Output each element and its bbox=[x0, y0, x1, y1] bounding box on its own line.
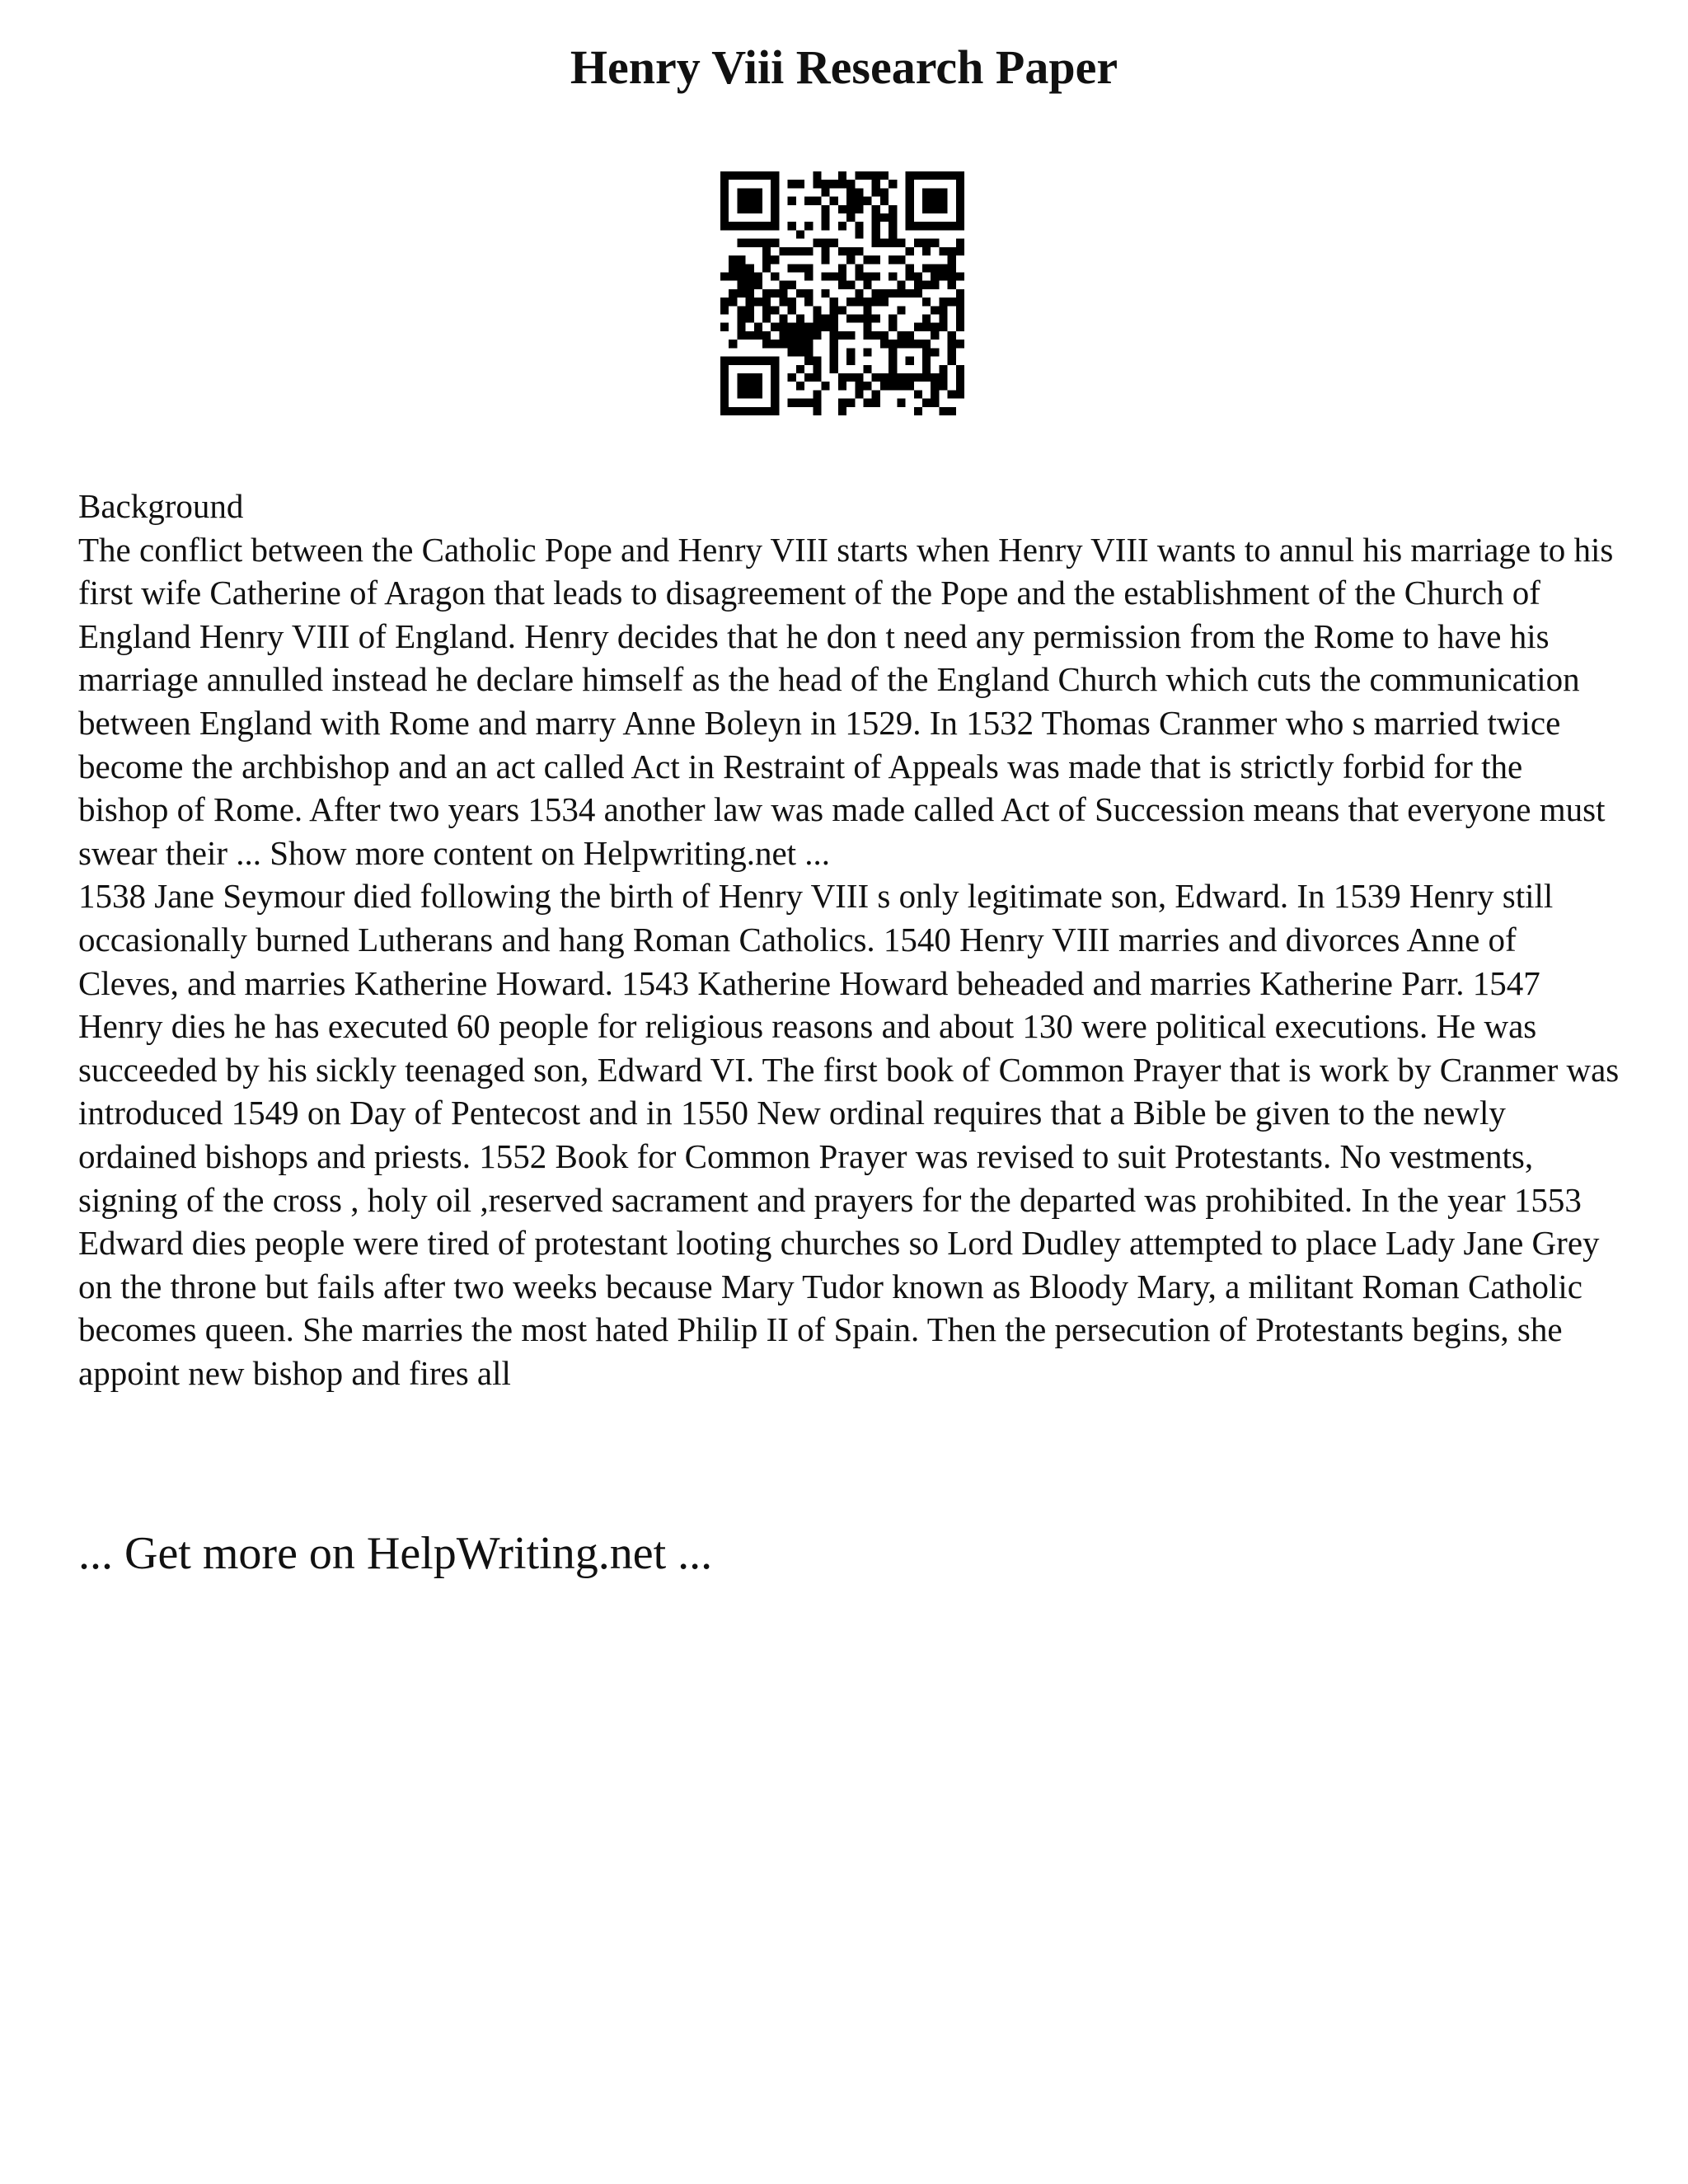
paragraph-2: 1538 Jane Seymour died following the birth of Henry VIII s only legitimate son, Edward. In 1539 Henry still occasionally burned Lutherans and hang Roman Catholics. 1540 Henry VIII marries and divorces Anne of Cleves, and marries Katherine Howard. 1543 Katherine Howard beheaded and marries Katherine Parr. 1547 Henry dies he has executed 60 people for religious reasons and about 130 were political executions. He was succeeded by his sickly teenaged son, Edward VI. The first book of Common Prayer that is work by Cranmer was introduced 1549 on Day of Pentecost and in 1550 New ordinal requires that a Bible be given to the newly ordained bishops and priests. 1552 Book for Common Prayer was revised to suit Protestants. No vestments, signing of the cross , holy oil ,reserved sacrament and prayers for the departed was prohibited. In the year 1553 Edward dies people were tired of protestant looting churches so Lord Dudley attempted to place Lady Jane Grey on the throne but fails after two weeks because Mary Tudor known as Bloody Mary, a militant Roman Catholic becomes queen. She marries the most hated Philip II of Spain. Then the persecution of Protestants begins, she appoint new bishop and fires all bbox=[78, 877, 1620, 1392]
section-heading: Background bbox=[78, 487, 244, 525]
qr-code-graphic bbox=[720, 171, 964, 415]
get-more-link[interactable]: ... Get more on HelpWriting.net ... bbox=[78, 1528, 713, 1579]
paragraph-1: The conflict between the Catholic Pope and Henry VIII starts when Henry VIII wants to annul his marriage to his first wife Catherine of Aragon that leads to disagreement of the Pope and the establishment of the Church of England Henry VIII of England. Henry decides that he don t need any permission from the Rome to have his marriage annulled instead he declare himself as the head of the England Church which cuts the communication between England with Rome and marry Anne Boleyn in 1529. In 1532 Thomas Cranmer who s married twice become the archbishop and an act called Act in Restraint of Appeals was made that is strictly forbid for the bishop of Rome. After two years 1534 another law was made called Act of Succession means that everyone must swear their ... Show more content on Helpwriting.net ... bbox=[78, 530, 1614, 872]
page-title: Henry Viii Research Paper bbox=[570, 40, 1118, 94]
qr-code-icon[interactable] bbox=[720, 171, 964, 415]
article-body bbox=[78, 485, 1620, 1394]
